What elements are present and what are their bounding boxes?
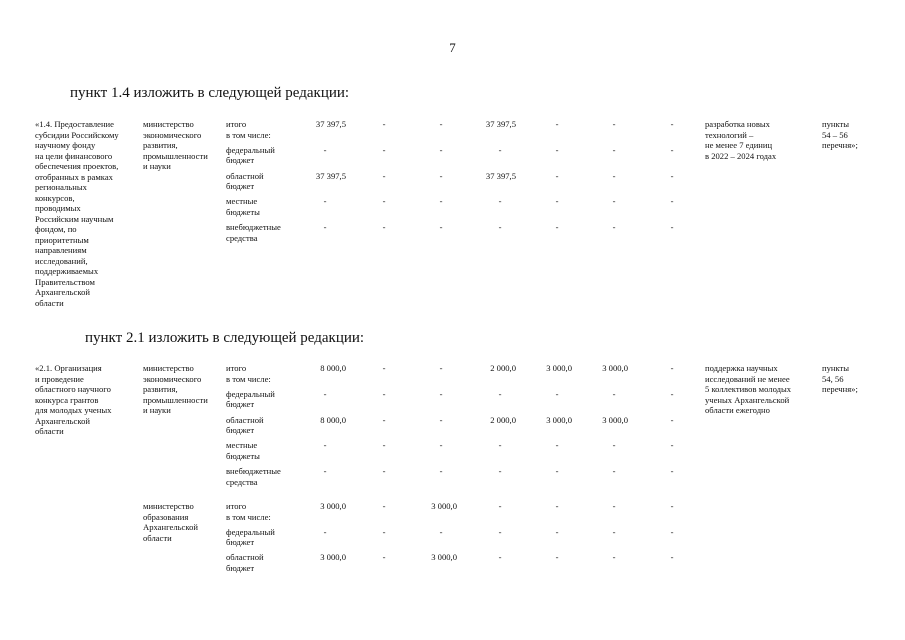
budget-value-cell: -: [670, 170, 674, 181]
budget-value-cell: 3 000,0: [546, 414, 572, 425]
budget-value-cell: -: [382, 196, 386, 207]
budget-value-cell: 3 000,0: [431, 501, 457, 511]
budget-value-cell: -: [323, 440, 327, 451]
budget-value-cell: -: [498, 196, 502, 207]
budget-row-label: местные бюджеты: [226, 440, 260, 461]
budget-value-cell: 37 397,5: [315, 170, 346, 181]
budget-value-cell: 3 000,0: [602, 414, 628, 425]
budget-row-label: федеральный бюджет: [226, 144, 275, 166]
budget-value-cell: 3 000,0: [546, 363, 572, 373]
budget-value-cell: -: [670, 388, 674, 399]
budget-value-cell: -: [498, 552, 502, 562]
budget-value-cell: -: [612, 170, 616, 181]
budget-value-cell: -: [439, 144, 443, 155]
budget-value-cell: 8 000,0: [320, 363, 346, 373]
section1-heading: пункт 1.4 изложить в следующей редакции:: [70, 85, 350, 101]
budget-value-cell: -: [382, 552, 386, 562]
budget-value-cell: -: [323, 388, 327, 399]
budget-row-label: итого в том числе:: [226, 119, 271, 140]
budget-value-cell: -: [382, 466, 386, 477]
budget-row-label: местные бюджеты: [226, 196, 260, 217]
budget-value-cell: 8 000,0: [320, 414, 346, 425]
budget-value-cell: -: [439, 440, 443, 451]
budget-value-cell: -: [670, 144, 674, 155]
budget-value-cell: -: [612, 466, 616, 477]
section2-executor-2: министерство образования Архангельской области: [143, 501, 198, 543]
section2-points: пункты 54, 56 перечня»;: [822, 363, 858, 394]
budget-value-cell: 3 000,0: [431, 552, 457, 562]
section2-result: поддержка научных исследований не менее 5 коллективов молодых ученых Архангельской области ежегодно: [705, 363, 792, 415]
budget-value-cell: -: [498, 222, 502, 233]
budget-value-cell: -: [555, 170, 559, 181]
budget-value-cell: -: [555, 222, 559, 233]
budget-value-cell: 3 000,0: [320, 501, 346, 511]
budget-value-cell: -: [323, 526, 327, 537]
budget-value-cell: -: [439, 119, 443, 129]
section2-activity: «2.1. Организация и проведение областного научного конкурса грантов для молодых ученых Архангельской области: [35, 363, 112, 436]
budget-value-cell: -: [670, 363, 674, 373]
budget-row-label: областной бюджет: [226, 552, 264, 573]
budget-value-cell: -: [555, 196, 559, 207]
budget-value-cell: 3 000,0: [320, 552, 346, 562]
budget-value-cell: -: [323, 222, 327, 233]
section1-result: разработка новых технологий – не менее 7 единиц в 2022 – 2024 годах: [705, 119, 777, 161]
section2-executor-1: министерство экономического развития, промышленности и науки: [143, 363, 208, 415]
budget-value-cell: -: [439, 363, 443, 373]
budget-value-cell: -: [612, 196, 616, 207]
budget-value-cell: -: [670, 222, 674, 233]
budget-value-cell: -: [612, 501, 616, 511]
budget-value-cell: -: [670, 196, 674, 207]
budget-value-cell: -: [439, 526, 443, 537]
budget-value-cell: -: [612, 119, 616, 129]
budget-value-cell: 37 397,5: [485, 119, 516, 129]
budget-value-cell: -: [382, 501, 386, 511]
budget-value-cell: 37 397,5: [315, 119, 346, 129]
budget-value-cell: -: [498, 144, 502, 155]
budget-value-cell: -: [382, 414, 386, 425]
budget-row-label: итого в том числе:: [226, 363, 271, 384]
budget-value-cell: 2 000,0: [490, 414, 516, 425]
budget-row-label: итого в том числе:: [226, 501, 271, 522]
budget-value-cell: -: [382, 170, 386, 181]
budget-value-cell: -: [670, 501, 674, 511]
budget-row-label: областной бюджет: [226, 414, 264, 436]
budget-value-cell: -: [382, 144, 386, 155]
budget-value-cell: -: [670, 466, 674, 477]
budget-value-cell: -: [555, 144, 559, 155]
budget-value-cell: -: [612, 440, 616, 451]
budget-value-cell: -: [555, 388, 559, 399]
budget-value-cell: -: [555, 440, 559, 451]
budget-value-cell: -: [439, 170, 443, 181]
budget-value-cell: -: [439, 466, 443, 477]
budget-value-cell: -: [498, 501, 502, 511]
section2-heading: пункт 2.1 изложить в следующей редакции:: [85, 330, 365, 346]
budget-value-cell: 37 397,5: [485, 170, 516, 181]
page-number: 7: [449, 40, 456, 55]
budget-row-label: федеральный бюджет: [226, 388, 275, 410]
budget-value-cell: -: [670, 526, 674, 537]
budget-value-cell: -: [323, 466, 327, 477]
budget-value-cell: -: [439, 414, 443, 425]
budget-value-cell: -: [670, 440, 674, 451]
budget-value-cell: 2 000,0: [490, 363, 516, 373]
budget-value-cell: -: [439, 222, 443, 233]
budget-value-cell: -: [439, 388, 443, 399]
budget-value-cell: -: [382, 388, 386, 399]
budget-value-cell: -: [612, 388, 616, 399]
budget-value-cell: -: [555, 552, 559, 562]
budget-row-label: областной бюджет: [226, 170, 264, 192]
budget-value-cell: -: [670, 119, 674, 129]
budget-value-cell: -: [498, 440, 502, 451]
section1-activity: «1.4. Предоставление субсидии Российскому научному фонду на цели финансового обеспечения проектов, отобранных в рамках региональных конкурсов, проводимых Российским научным фондом, по приоритетным направлениям исследований, поддерживаемых Правительством Архангельской области: [35, 119, 119, 308]
section1-points: пункты 54 – 56 перечня»;: [822, 119, 858, 150]
budget-value-cell: -: [382, 222, 386, 233]
budget-value-cell: -: [382, 119, 386, 129]
budget-value-cell: -: [323, 144, 327, 155]
budget-value-cell: 3 000,0: [602, 363, 628, 373]
budget-value-cell: -: [498, 388, 502, 399]
budget-value-cell: -: [612, 222, 616, 233]
budget-value-cell: -: [612, 552, 616, 562]
budget-value-cell: -: [498, 466, 502, 477]
budget-value-cell: -: [612, 144, 616, 155]
budget-value-cell: -: [670, 552, 674, 562]
budget-row-label: внебюджетные средства: [226, 222, 281, 243]
budget-value-cell: -: [323, 196, 327, 207]
budget-row-label: внебюджетные средства: [226, 466, 281, 487]
budget-value-cell: -: [555, 526, 559, 537]
budget-value-cell: -: [382, 526, 386, 537]
budget-value-cell: -: [612, 526, 616, 537]
budget-value-cell: -: [555, 501, 559, 511]
budget-value-cell: -: [555, 466, 559, 477]
budget-value-cell: -: [555, 119, 559, 129]
budget-value-cell: -: [498, 526, 502, 537]
budget-row-label: федеральный бюджет: [226, 526, 275, 547]
budget-value-cell: -: [382, 440, 386, 451]
budget-value-cell: -: [670, 414, 674, 425]
budget-value-cell: -: [382, 363, 386, 373]
budget-value-cell: -: [439, 196, 443, 207]
section1-executor: министерство экономического развития, промышленности и науки: [143, 119, 208, 171]
